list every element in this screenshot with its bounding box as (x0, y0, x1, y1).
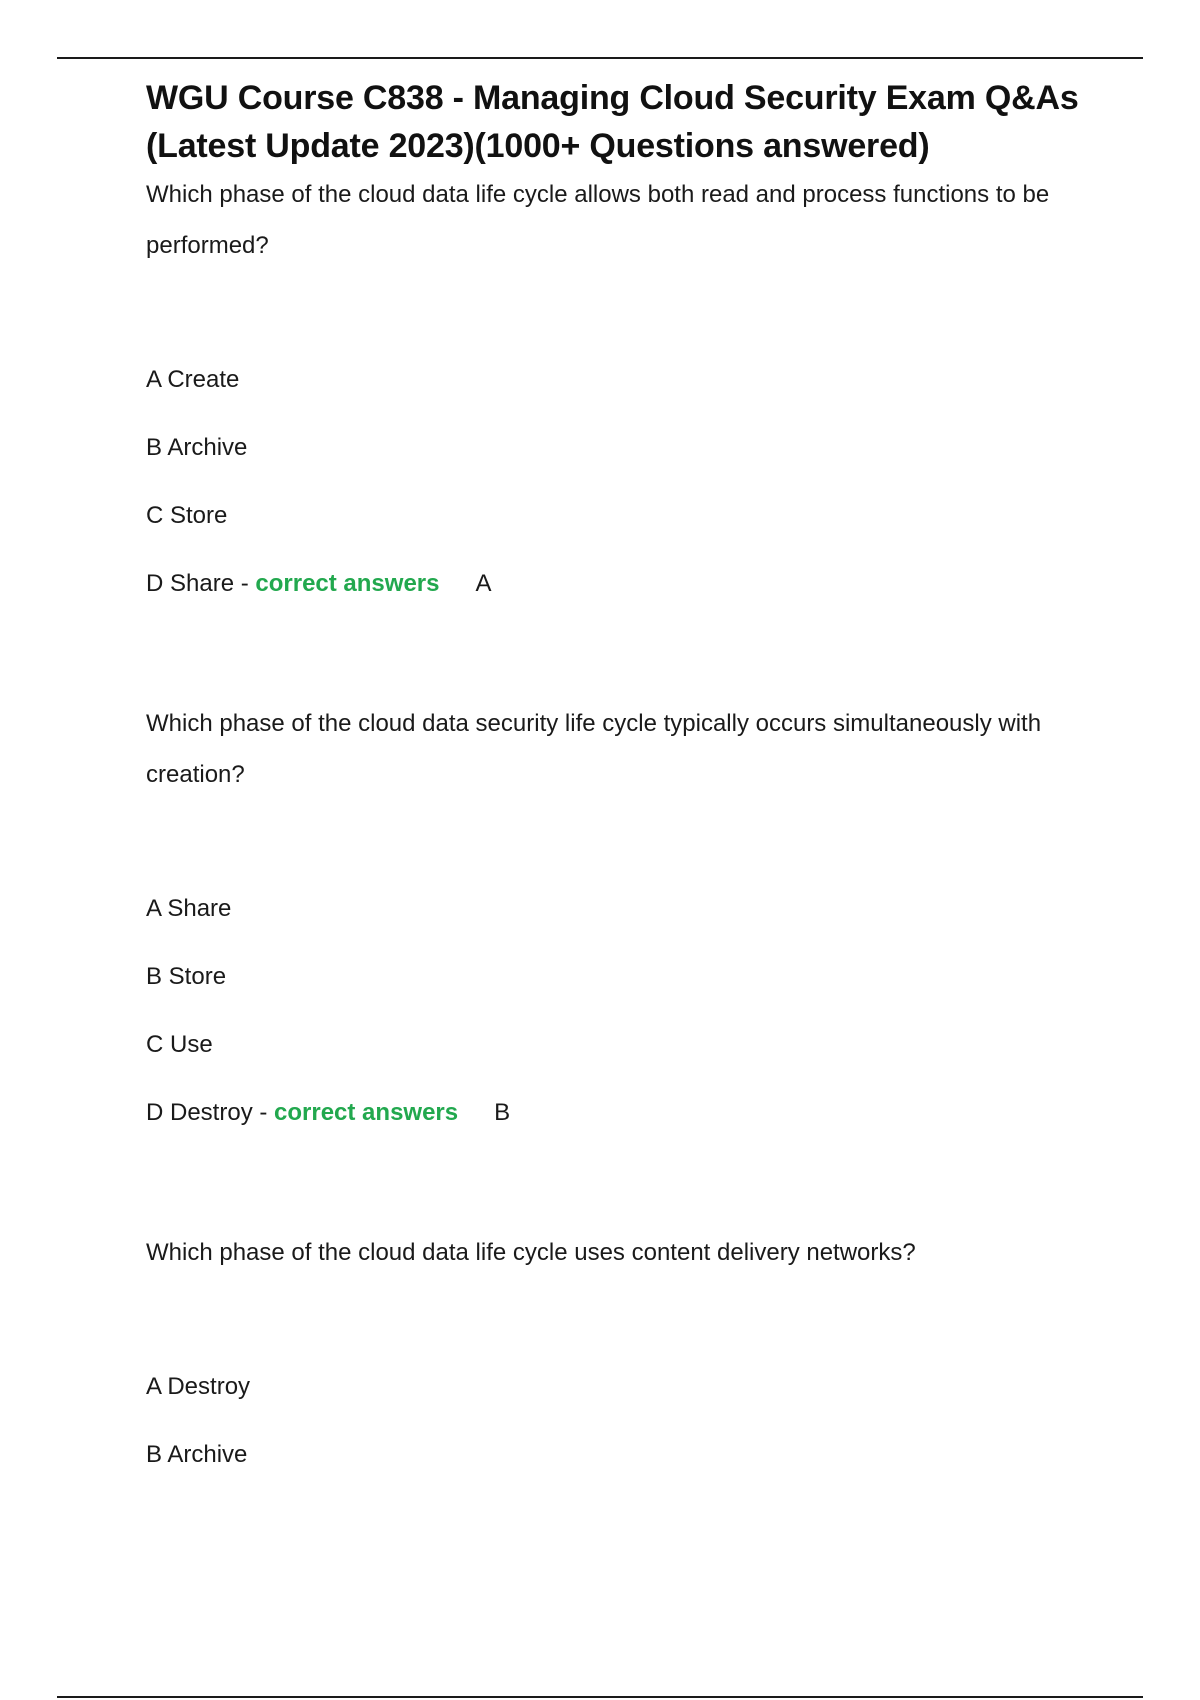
question-block (146, 169, 1106, 599)
option-b: B Store (146, 963, 227, 990)
answer-letter: A (475, 570, 492, 597)
option-list (146, 365, 1106, 599)
question-text: Which phase of the cloud data security life cycle typically occurs simultaneously with creation? (146, 710, 1042, 788)
question-block (146, 698, 1106, 1128)
option-c: C Use (146, 1031, 213, 1058)
option-b: B Archive (146, 1441, 248, 1468)
question-text: Which phase of the cloud data life cycle uses content delivery networks? (146, 1239, 916, 1266)
question-text: Which phase of the cloud data life cycle allows both read and process functions to be performed? (146, 181, 1050, 259)
document-body (146, 74, 1106, 1470)
option-b: B Archive (146, 434, 248, 461)
option-d-with-answer (146, 1098, 1106, 1128)
option-list (146, 1372, 1106, 1470)
question-block (146, 1227, 1106, 1470)
answer-separator: - (252, 1099, 275, 1126)
option-d-with-answer (146, 569, 1106, 599)
option-d: D Destroy (146, 1099, 253, 1126)
option-a: A Destroy (146, 1373, 251, 1400)
option-d: D Share (146, 570, 235, 597)
option-a: A Share (146, 895, 232, 922)
answer-separator: - (234, 570, 256, 597)
top-rule (57, 57, 1143, 59)
bottom-rule (57, 1696, 1143, 1698)
answer-letter: B (494, 1099, 511, 1126)
correct-answers-label: correct answers (255, 570, 440, 597)
option-a: A Create (146, 366, 240, 393)
correct-answers-label: correct answers (274, 1099, 459, 1126)
option-c: C Store (146, 502, 228, 529)
page-title: WGU Course C838 - Managing Cloud Security Exam Q&As (Latest Update 2023)(1000+ Questions answered) (146, 79, 1079, 165)
option-list (146, 894, 1106, 1128)
